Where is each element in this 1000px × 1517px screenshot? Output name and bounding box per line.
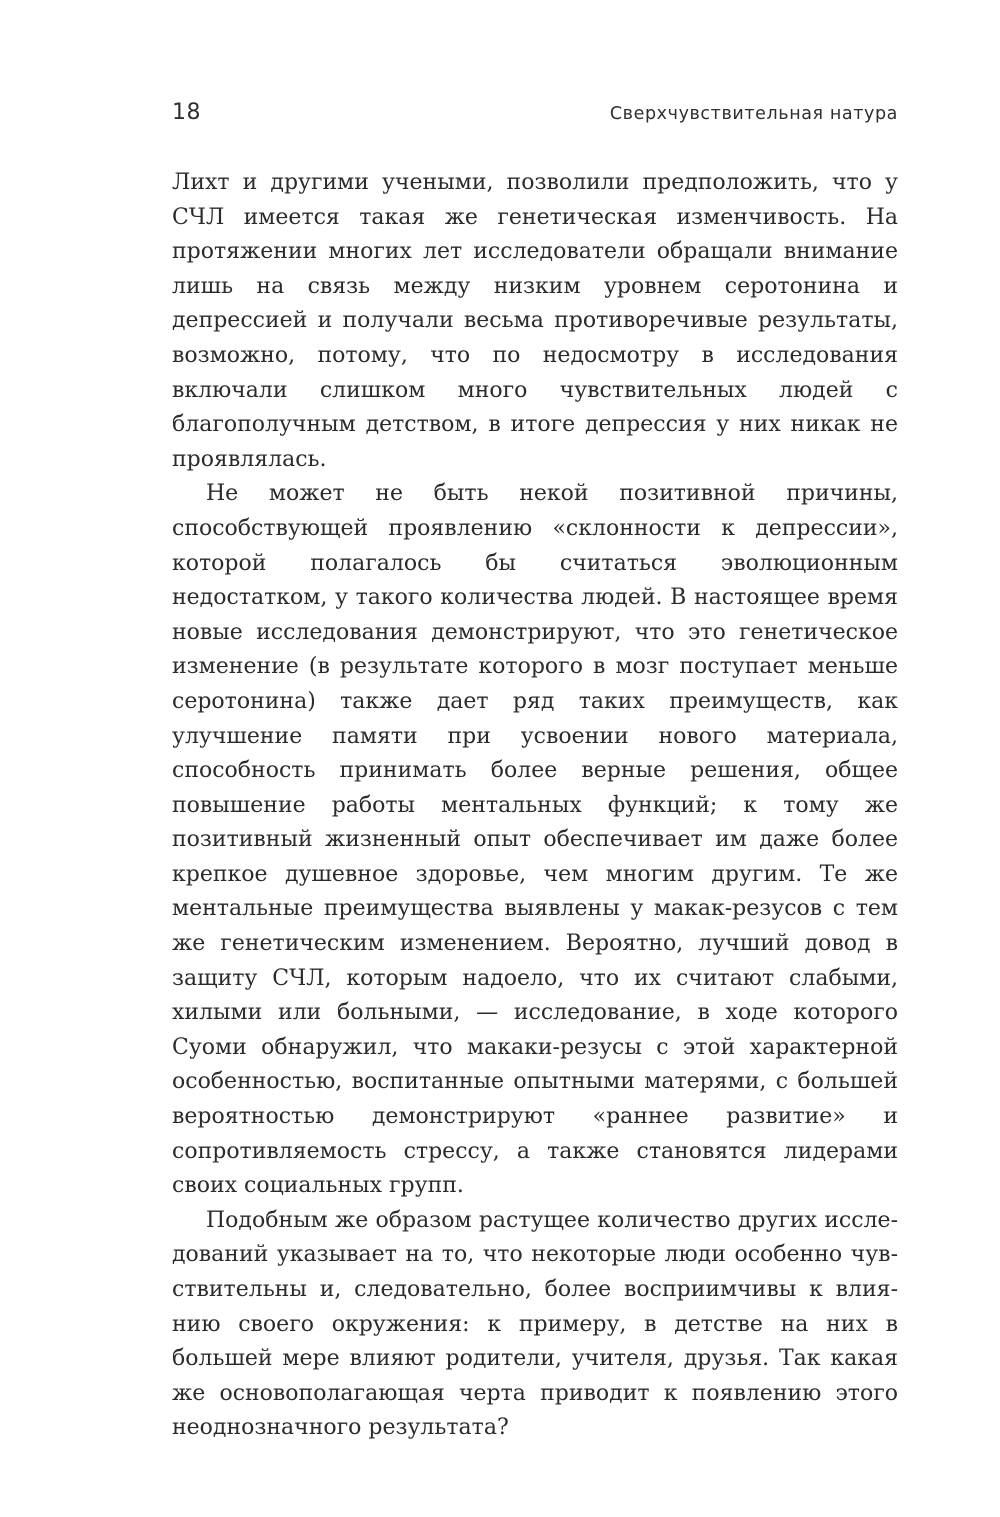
paragraph: Подобным же образом растущее количество других исследований указывает на то, что некоторые люди особенно чувствительны и, следовательно, более восприимчивы к влиянию своего окружения: к примеру, в детстве на них в большей мере влияют родители, учителя, друзья. Так какая же основополагающая черта приводит к появлению этого неоднозначного результата? <box>172 1207 898 1441</box>
paragraph: Лихт и другими учеными, позволили предположить, что у СЧЛ имеется такая же генетическая изменчивость. На протяжении многих лет исследователи обращали внимание лишь на связь между низким уровнем серотонина и депрессией и получали весьма противоречивые результаты, возможно, потому, что по недосмотру в исследования включали слишком много чувствительных людей с благополучным детством, в итоге депрессия у них никак не проявлялась. <box>172 170 898 472</box>
page-number: 18 <box>172 100 201 125</box>
running-title: Сверхчувствительная натура <box>609 104 898 124</box>
body-text <box>172 166 898 1446</box>
page-header <box>172 100 898 134</box>
paragraph: Не может не быть некой позитивной причины, способствующей проявлению «склонности к депрессии», которой полагалось бы считаться эволюционным недостатком, у такого количества людей. В настоящее время новые исследования демонстрируют, что это генетическое изменение (в результате которого в мозг поступает меньше серотонина) также дает ряд таких преимуществ, как улучшение памяти при усвоении нового материала, способность принимать более верные решения, общее повышение работы ментальных функций; к тому же позитивный жизненный опыт обеспечивает им даже более крепкое душевное здоровье, чем многим другим. Те же ментальные преимущества выявлены у макак-резусов с тем же генетическим изменением. Вероятно, лучший довод в защиту СЧЛ, которым надоело, что их считают слабыми, хилыми или больными, — исследование, в ходе которого Суоми обнаружил, что макаки-резусы с этой характерной особенностью, воспитанные опытными матерями, с большей вероятностью демонстрируют «раннее развитие» и сопротивляемость стрессу, а также становятся лидерами своих социальных групп. <box>172 481 898 1199</box>
